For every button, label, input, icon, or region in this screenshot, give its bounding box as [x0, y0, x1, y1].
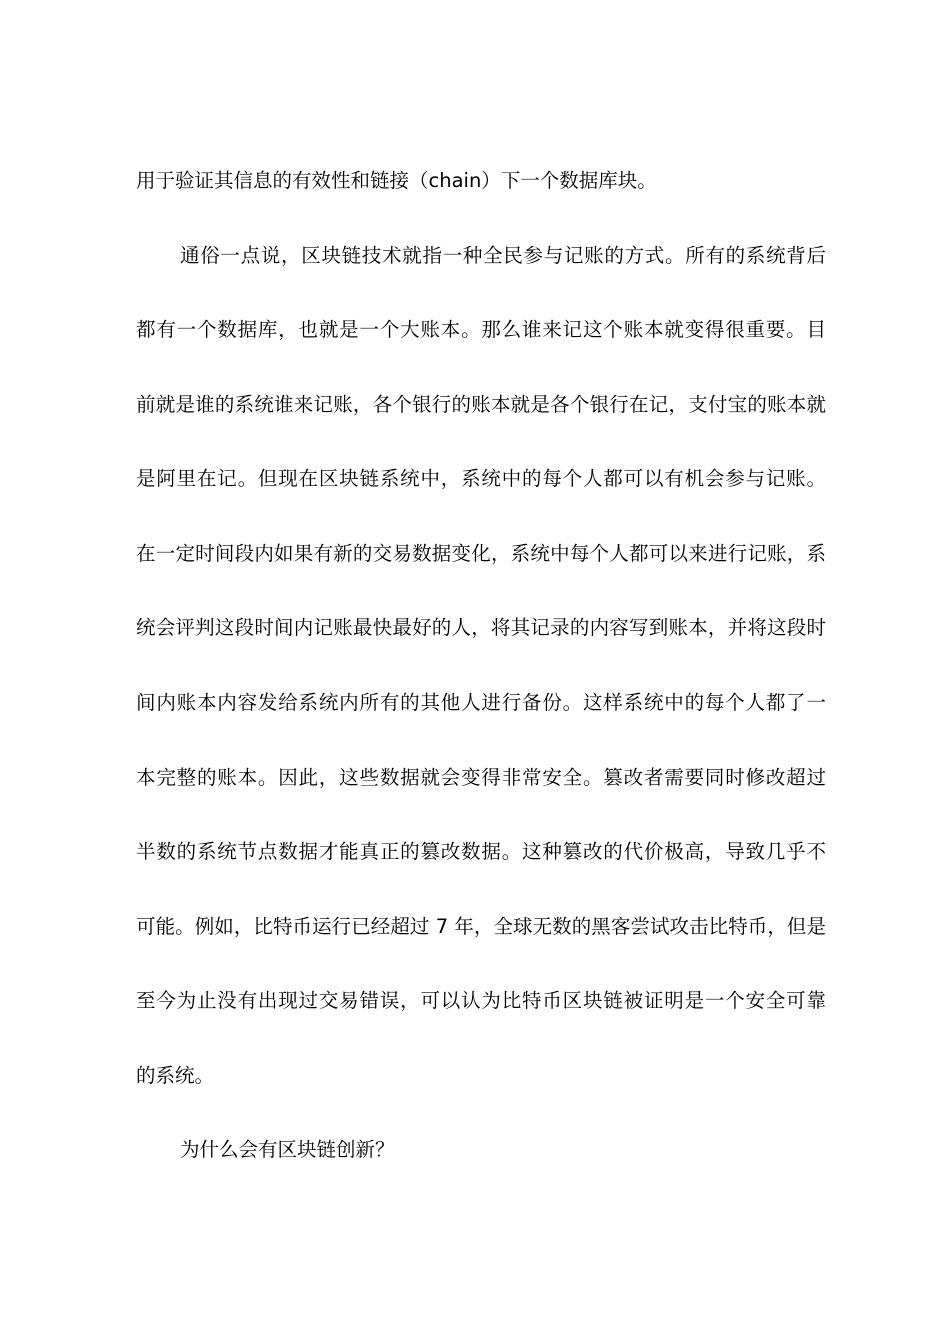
paragraph-line: 是阿里在记。但现在区块链系统中，系统中的每个人都可以有机会参与记账。 — [136, 467, 826, 490]
paragraph-line: 至今为止没有出现过交易错误，可以认为比特币区块链被证明是一个安全可靠 — [136, 989, 826, 1012]
section-question: 为什么会有区块链创新？ — [180, 1138, 395, 1161]
paragraph-line: 都有一个数据库，也就是一个大账本。那么谁来记这个账本就变得很重要。目 — [136, 318, 826, 341]
paragraph-line: 半数的系统节点数据才能真正的篡改数据。这种篡改的代价极高，导致几乎不 — [136, 840, 826, 863]
paragraph-line: 本完整的账本。因此，这些数据就会变得非常安全。篡改者需要同时修改超过 — [136, 766, 826, 789]
paragraph-line: 在一定时间段内如果有新的交易数据变化，系统中每个人都可以来进行记账，系 — [136, 542, 826, 565]
paragraph-line: 间内账本内容发给系统内所有的其他人进行备份。这样系统中的每个人都了一 — [136, 691, 826, 714]
paragraph-line: 通俗一点说，区块链技术就指一种全民参与记账的方式。所有的系统背后 — [180, 244, 826, 267]
paragraph-line: 用于验证其信息的有效性和链接（chain）下一个数据库块。 — [136, 169, 657, 192]
paragraph-line: 的系统。 — [136, 1064, 215, 1087]
paragraph-line: 统会评判这段时间内记账最快最好的人，将其记录的内容写到账本，并将这段时 — [136, 616, 826, 639]
paragraph-line: 可能。例如，比特币运行已经超过 7 年，全球无数的黑客尝试攻击比特币，但是 — [136, 915, 826, 938]
paragraph-line: 前就是谁的系统谁来记账，各个银行的账本就是各个银行在记，支付宝的账本就 — [136, 393, 826, 416]
